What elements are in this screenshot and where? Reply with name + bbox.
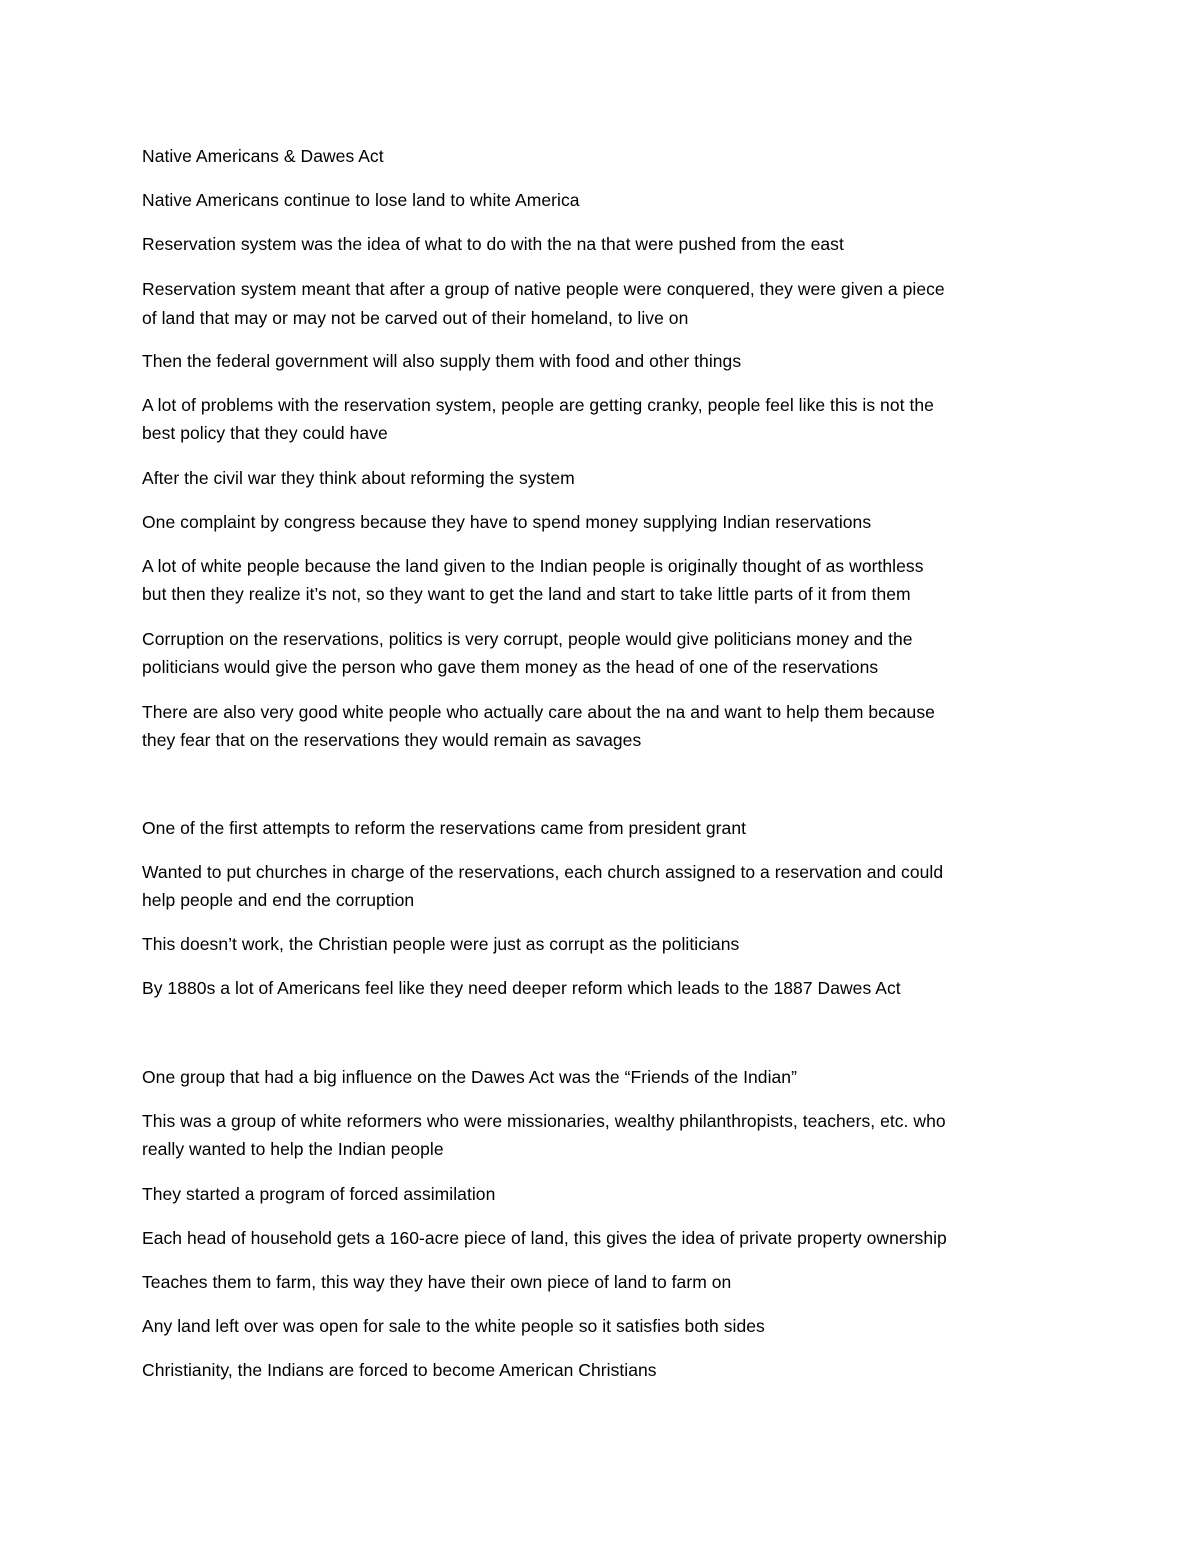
text-line: but then they realize it’s not, so they want to get the land and start to take little parts of it from them [142,584,911,604]
text-line: A lot of problems with the reservation system, people are getting cranky, people feel like this is not the [142,395,934,415]
text-line: really wanted to help the Indian people [142,1139,444,1159]
text-line: One of the first attempts to reform the reservations came from president grant [142,818,747,838]
text-line: This doesn’t work, the Christian people were just as corrupt as the politicians [142,934,740,954]
text-line: Wanted to put churches in charge of the reservations, each church assigned to a reservation and could [142,862,944,882]
text-line: best policy that they could have [142,423,388,443]
text-line: They started a program of forced assimilation [142,1184,496,1204]
text-line: There are also very good white people who actually care about the na and want to help them because [142,702,935,722]
text-line: After the civil war they think about reforming the system [142,468,575,488]
text-line: Any land left over was open for sale to the white people so it satisfies both sides [142,1316,765,1336]
text-line: This was a group of white reformers who were missionaries, wealthy philanthropists, teachers, etc. who [142,1111,946,1131]
text-line: Teaches them to farm, this way they have their own piece of land to farm on [142,1272,732,1292]
text-line: Each head of household gets a 160-acre piece of land, this gives the idea of private property ownership [142,1228,947,1248]
text-line: they fear that on the reservations they would remain as savages [142,730,642,750]
text-line: One complaint by congress because they have to spend money supplying Indian reservations [142,512,872,532]
text-line: Reservation system meant that after a group of native people were conquered, they were given a piece [142,279,945,299]
text-line: help people and end the corruption [142,890,415,910]
text-line: politicians would give the person who gave them money as the head of one of the reservations [142,657,879,677]
text-line: One group that had a big influence on the Dawes Act was the “Friends of the Indian” [142,1067,797,1087]
document-title: Native Americans & Dawes Act [142,146,384,166]
text-line: Native Americans continue to lose land to white America [142,190,580,210]
text-line: By 1880s a lot of Americans feel like they need deeper reform which leads to the 1887 Dawes Act [142,978,901,998]
text-line: Reservation system was the idea of what to do with the na that were pushed from the east [142,234,844,254]
text-line: Then the federal government will also supply them with food and other things [142,351,742,371]
text-line: Christianity, the Indians are forced to become American Christians [142,1360,657,1380]
text-line: A lot of white people because the land given to the Indian people is originally thought of as worthless [142,556,924,576]
text-line: Corruption on the reservations, politics is very corrupt, people would give politicians money and the [142,629,913,649]
text-line: of land that may or may not be carved out of their homeland, to live on [142,308,689,328]
